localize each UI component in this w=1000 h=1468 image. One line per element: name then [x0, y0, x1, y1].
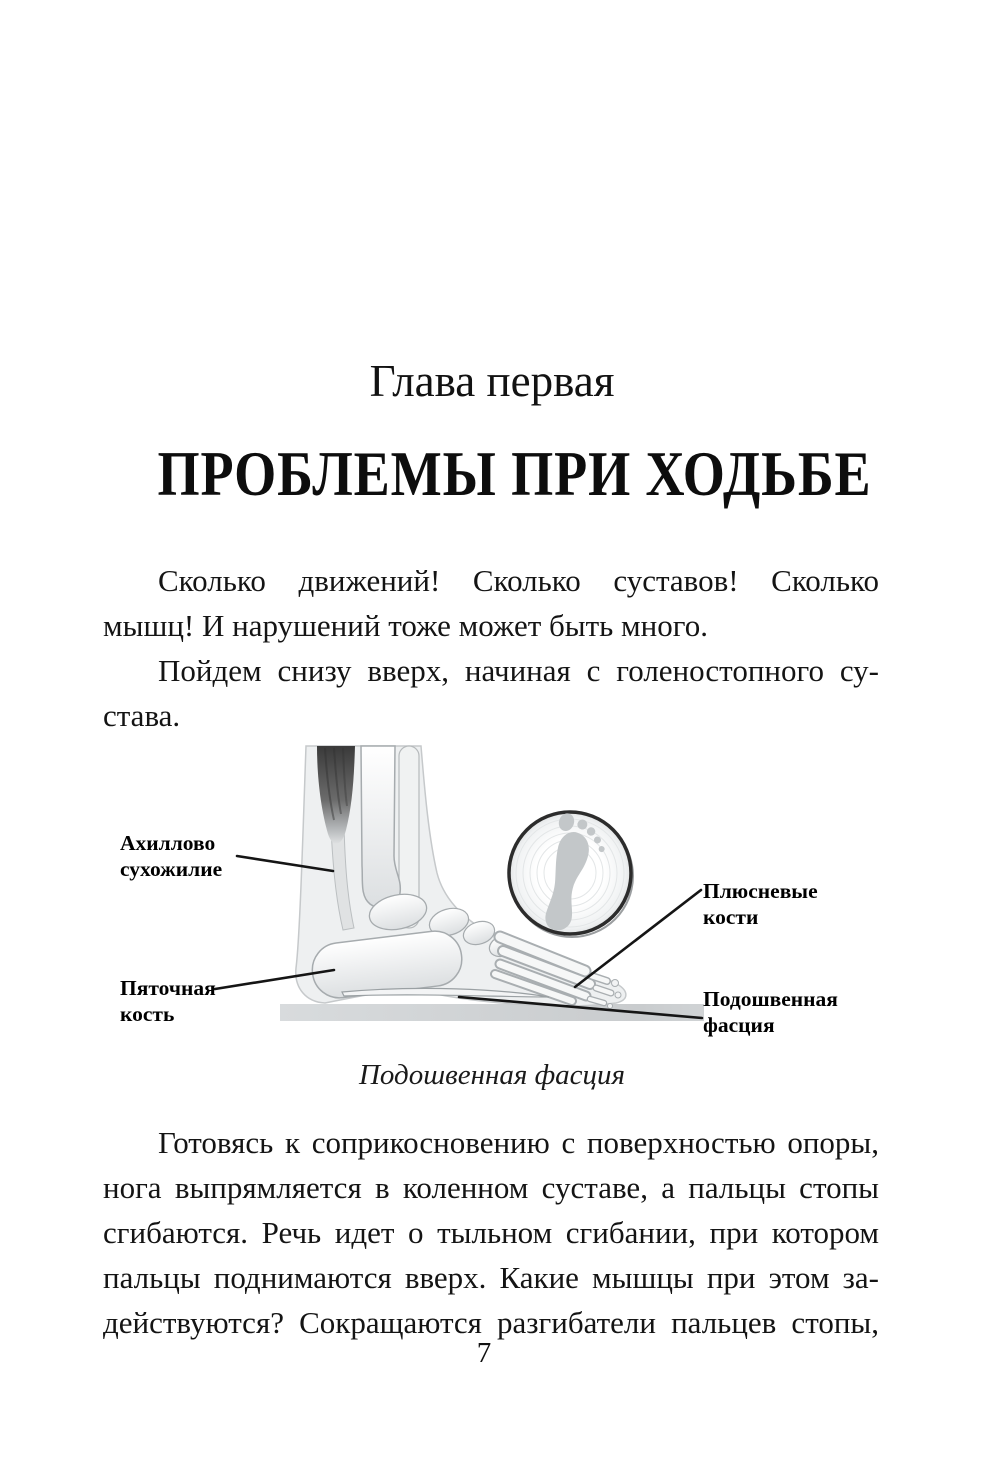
chapter-title: ПРОБЛЕМЫ ПРИ ХОДЬБЕ: [157, 439, 872, 509]
text-line: действуются? Сокращаются разгибатели пальцев стопы,: [103, 1305, 879, 1340]
text-line: Сколько движений! Сколько суставов! Сколько: [158, 563, 879, 598]
label-line: сухожилие: [120, 857, 223, 881]
text-line: става.: [103, 698, 181, 733]
footprint-inset: [509, 811, 633, 937]
label-metatarsal-bones: [703, 878, 818, 930]
label-line: кости: [703, 905, 759, 929]
text-line: Пойдем снизу вверх, начиная с голеностопного су-: [158, 653, 879, 688]
label-heel-bone: [120, 975, 216, 1027]
text-line: нога выпрямляется в коленном суставе, а пальцы стопы: [103, 1170, 879, 1205]
label-line: Пяточная: [120, 976, 216, 1000]
text-line: сгибаются. Речь идет о тыльном сгибании, при котором: [103, 1215, 879, 1250]
text-line: Готовясь к соприкосновению с поверхностью опоры,: [158, 1125, 879, 1160]
page-number: 7: [476, 1337, 492, 1369]
label-line: Плюсневые: [703, 879, 818, 903]
chapter-label: Глава первая: [369, 356, 615, 406]
paragraph-block-2: [103, 1120, 879, 1345]
label-achilles-tendon: [120, 830, 222, 882]
text-line: пальцы поднимаются вверх. Какие мышцы при этом за-: [103, 1260, 879, 1295]
paragraph-block-1: [103, 558, 879, 738]
label-line: Подошвенная: [703, 987, 838, 1011]
label-line: Ахиллово: [120, 831, 216, 855]
tibia-bone: [361, 746, 400, 908]
label-line: кость: [120, 1002, 175, 1026]
text-line: мышц! И нарушений тоже может быть много.: [103, 608, 708, 643]
label-line: фасция: [703, 1013, 775, 1037]
figure-caption: Подошвенная фасция: [358, 1059, 626, 1091]
label-plantar-fascia: [703, 986, 838, 1038]
